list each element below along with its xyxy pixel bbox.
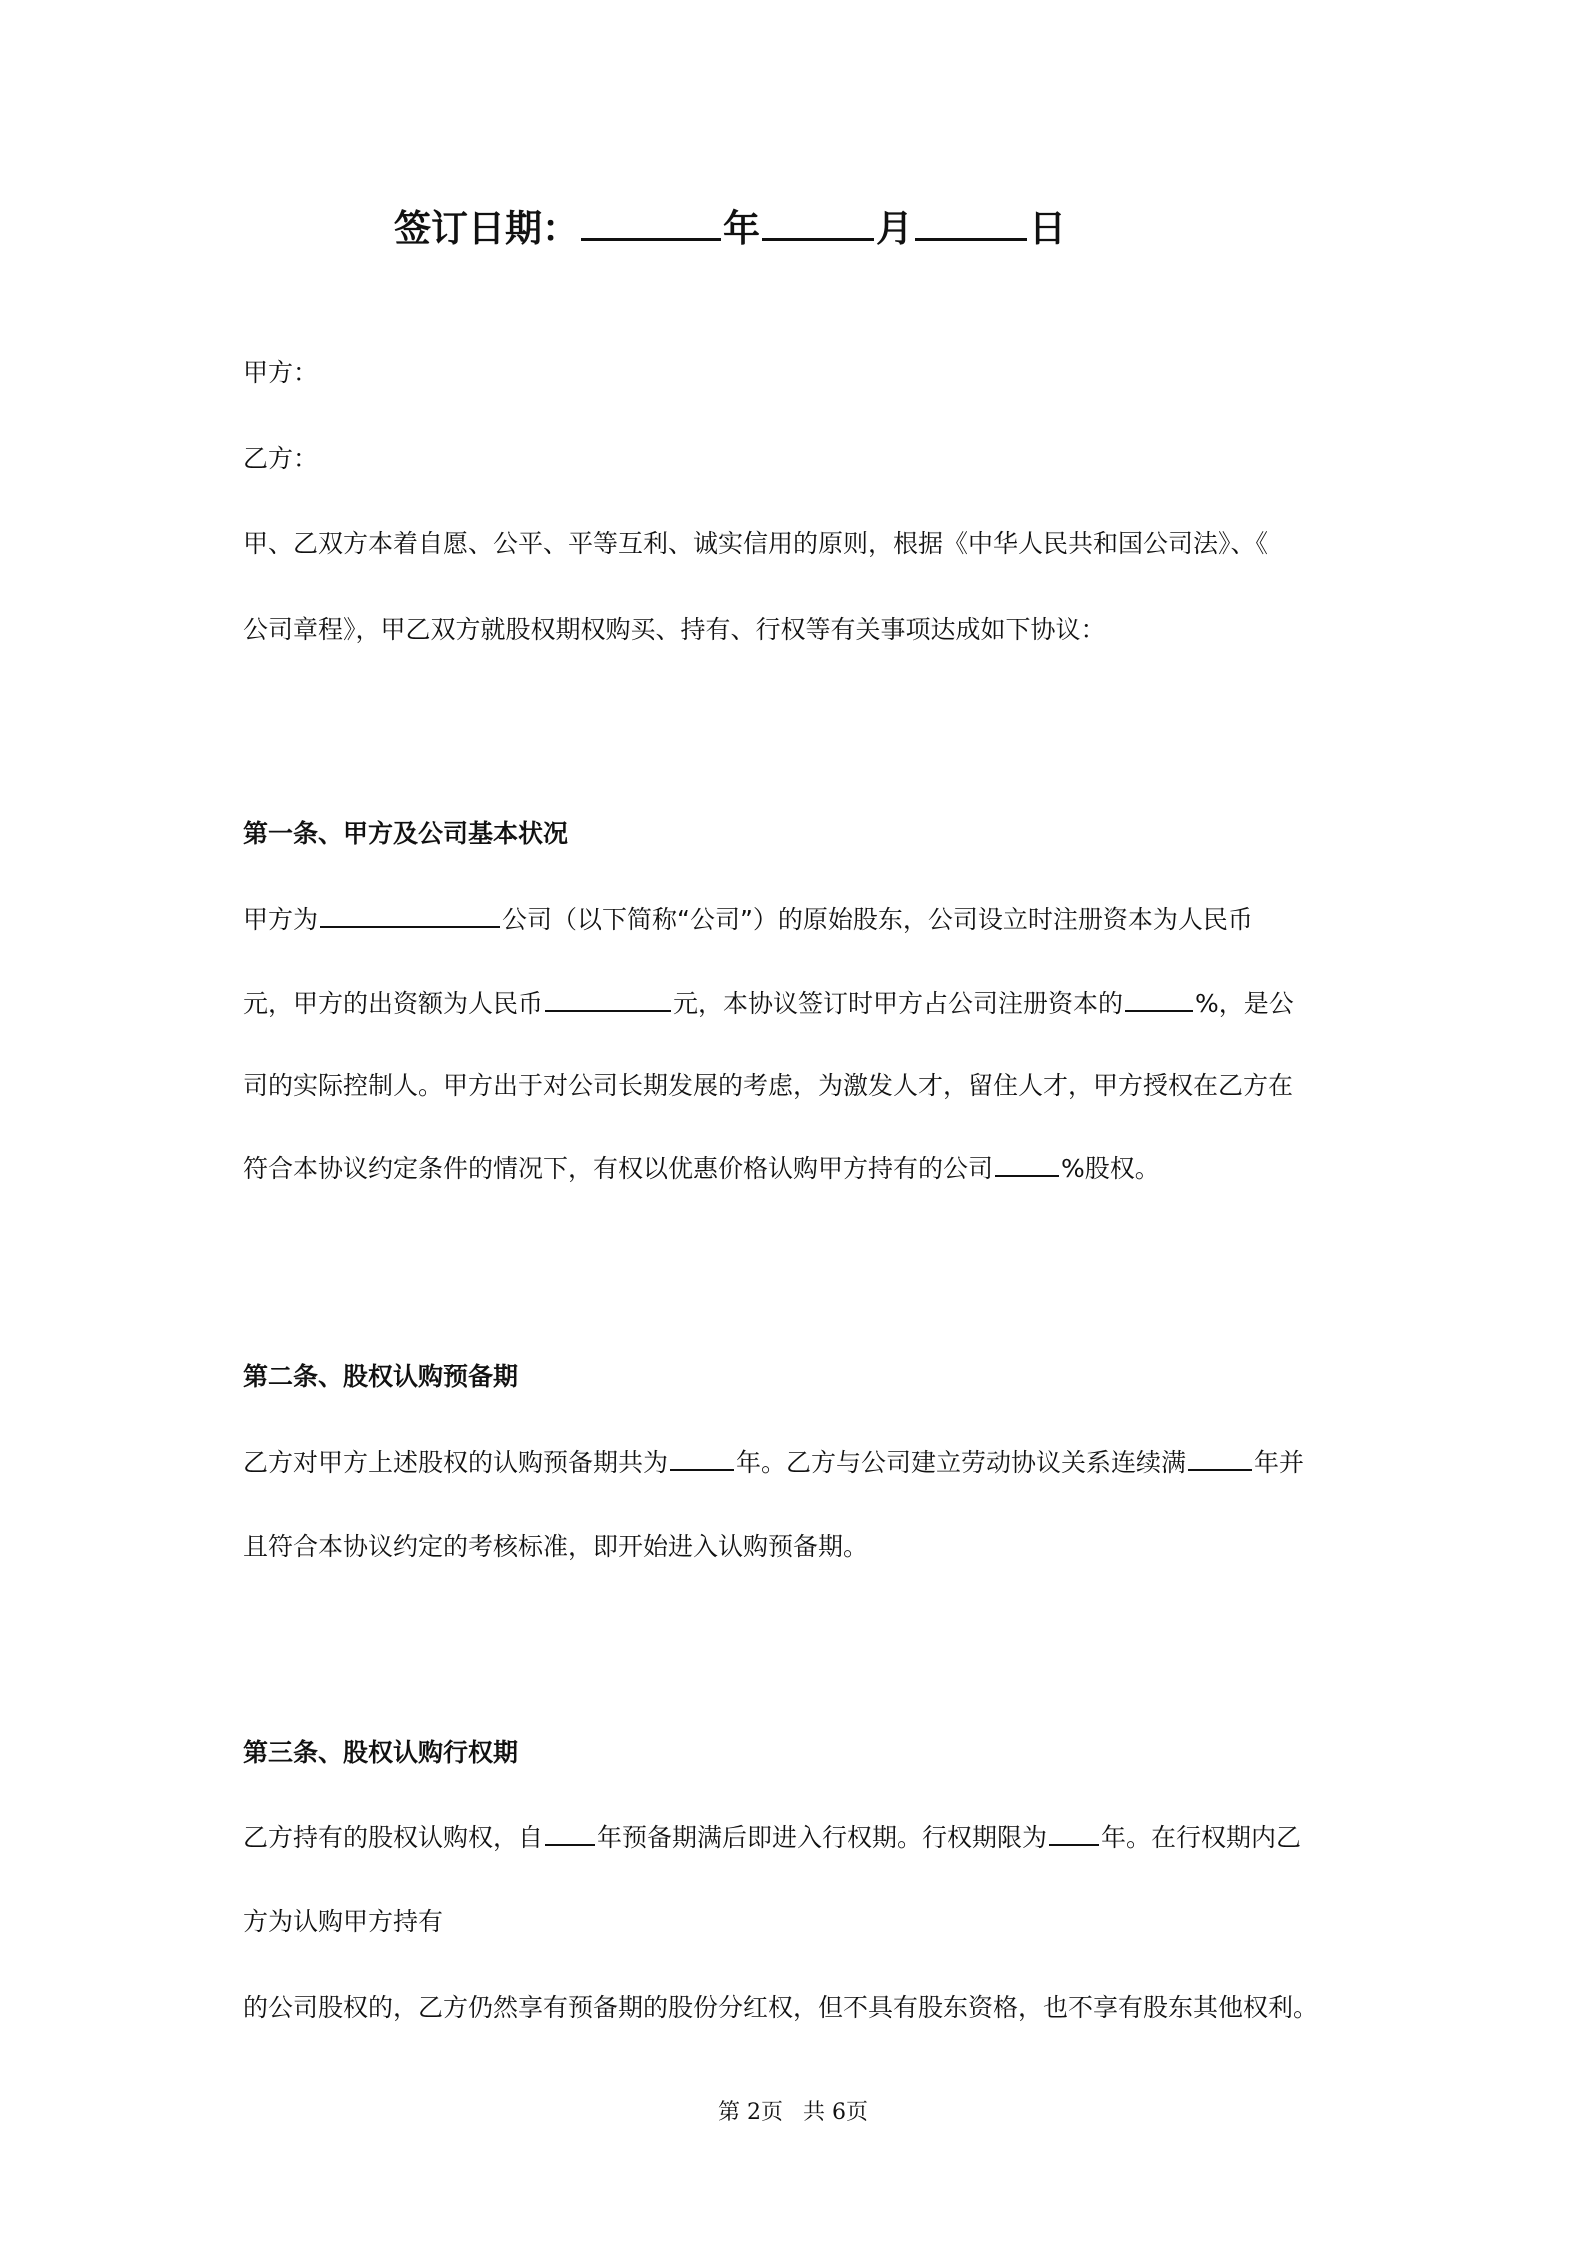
month-blank (762, 200, 874, 241)
article-3-heading: 第三条、股权认购行权期 (243, 1738, 519, 1767)
employment-years-blank (1188, 1445, 1252, 1471)
article-3-line-1 (243, 1818, 1301, 1858)
article-1-text: %，是公 (1195, 989, 1294, 1018)
article-2-line-1 (243, 1443, 1304, 1483)
equity-percent-blank (995, 1151, 1059, 1177)
article-3-line-2: 方为认购甲方持有 (243, 1907, 444, 1936)
page-number: 第 2页 (718, 2100, 783, 2125)
company-name-blank (320, 902, 500, 928)
article-1-line-3: 司的实际控制人。甲方出于对公司长期发展的考虑，为激发人才，留住人才，甲方授权在乙方在 (243, 1071, 1294, 1100)
article-3-text: 年预备期满后即进入行权期。行权期限为 (597, 1823, 1048, 1852)
article-3-text: 乙方持有的股权认购权，自 (243, 1823, 544, 1852)
exercise-years-blank (1049, 1820, 1099, 1846)
article-1-text: 符合本协议约定条件的情况下，有权以优惠价格认购甲方持有的公司 (243, 1154, 994, 1183)
party-b-line: 乙方： (243, 444, 319, 473)
month-label: 月 (876, 207, 913, 250)
article-1-text: 甲方为 (243, 905, 319, 934)
article-1-text: 公司（以下简称“公司”）的原始股东，公司设立时注册资本为人民币 (502, 905, 1253, 934)
article-1-text: %股权。 (1061, 1154, 1160, 1183)
article-1-text: 元，甲方的出资额为人民币 (243, 989, 544, 1018)
article-3-text: 年。在行权期内乙 (1101, 1823, 1302, 1852)
party-a-line: 甲方： (243, 358, 319, 387)
article-2-text: 年并 (1254, 1448, 1305, 1477)
page-total: 共 6页 (803, 2100, 868, 2125)
article-2-line-2: 且符合本协议约定的考核标准，即开始进入认购预备期。 (243, 1532, 869, 1561)
start-years-blank (545, 1820, 595, 1846)
day-label: 日 (1029, 207, 1066, 250)
article-1-line-1 (243, 900, 1253, 940)
day-blank (915, 200, 1027, 241)
article-3-line-3: 的公司股权的，乙方仍然享有预备期的股份分红权，但不具有股东资格，也不享有股东其他权利。 (243, 1993, 1319, 2022)
article-2-text: 年。乙方与公司建立劳动协议关系连续满 (736, 1448, 1187, 1477)
article-1-heading: 第一条、甲方及公司基本状况 (243, 819, 569, 848)
article-1-line-2 (243, 984, 1294, 1024)
article-2-text: 乙方对甲方上述股权的认购预备期共为 (243, 1448, 669, 1477)
article-1-line-4 (243, 1149, 1160, 1189)
preamble-line-2: 公司章程》，甲乙双方就股权期权购买、持有、行权等有关事项达成如下协议： (243, 615, 1106, 644)
article-2-heading: 第二条、股权认购预备期 (243, 1362, 519, 1391)
signing-date-label: 签订日期： (394, 207, 579, 250)
preamble-line-1: 甲、乙双方本着自愿、公平、平等互利、诚实信用的原则，根据《中华人民共和国公司法》、《 (243, 529, 1269, 558)
year-blank (581, 200, 721, 241)
capital-amount-blank (545, 986, 671, 1012)
preparation-years-blank (670, 1445, 734, 1471)
page-footer (0, 2096, 1586, 2130)
article-1-text: 元，本协议签订时甲方占公司注册资本的 (673, 989, 1124, 1018)
year-label: 年 (723, 207, 760, 250)
share-percent-blank (1125, 986, 1193, 1012)
signing-date-title (394, 200, 1066, 257)
